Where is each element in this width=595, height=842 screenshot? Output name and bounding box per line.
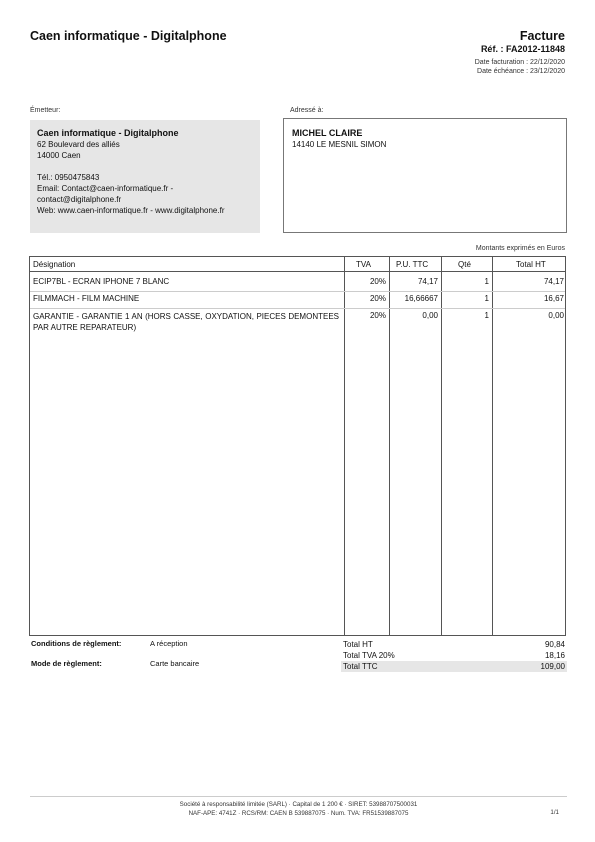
row-tva: 20% <box>369 294 386 303</box>
row-total: 74,17 <box>543 277 564 286</box>
row-quantity: 1 <box>484 277 489 286</box>
row-tva: 20% <box>369 277 386 286</box>
row-unit-price: 16,66667 <box>404 294 438 303</box>
total-tva-label: Total TVA 20% <box>343 651 395 660</box>
recipient-address: 14140 LE MESNIL SIMON <box>292 140 387 149</box>
payment-mode-value: Carte bancaire <box>150 659 200 668</box>
total-ht-row <box>341 639 567 650</box>
header-unit-price: P.U. TTC <box>396 260 429 269</box>
totals-block <box>341 639 567 672</box>
payment-terms-label: Conditions de règlement: <box>31 639 122 648</box>
items-table <box>29 256 566 636</box>
emitter-phone: Tél.: 0950475843 <box>37 173 100 182</box>
total-ttc-value: 109,00 <box>540 662 565 671</box>
row-tva: 20% <box>369 311 386 320</box>
recipient-name: MICHEL CLAIRE <box>292 128 363 138</box>
row-quantity: 1 <box>484 294 489 303</box>
total-ttc-label: Total TTC <box>343 662 378 671</box>
currency-note: Montants exprimés en Euros <box>475 245 565 252</box>
invoice-date: Date facturation : 22/12/2020 <box>474 59 565 66</box>
row-designation: ECIP7BL - ECRAN IPHONE 7 BLANC <box>33 277 170 286</box>
company-name: Caen informatique - Digitalphone <box>30 29 227 43</box>
header-designation: Désignation <box>33 260 76 269</box>
recipient-box <box>283 118 567 233</box>
total-tva-row <box>341 650 567 661</box>
row-total: 16,67 <box>543 294 564 303</box>
emitter-address1: 62 Boulevard des alliés <box>37 140 120 149</box>
emitter-email: Email: Contact@caen-informatique.fr - <box>37 184 174 193</box>
total-ht-value: 90,84 <box>544 640 565 649</box>
emitter-box <box>30 120 260 233</box>
footer-legal <box>30 800 567 818</box>
invoice-reference: Réf. : FA2012-11848 <box>480 44 565 54</box>
total-tva-value: 18,16 <box>544 651 565 660</box>
header-tva: TVA <box>356 260 371 269</box>
page-number: 1/1 <box>550 809 559 816</box>
footer-divider <box>30 796 567 797</box>
header-total: Total HT <box>516 260 546 269</box>
footer-line-1: Société à responsabilité limitée (SARL) · Capital de 1 200 € · SIRET: 53988707500031 <box>179 801 418 808</box>
row-unit-price: 74,17 <box>417 277 438 286</box>
payment-mode-label: Mode de règlement: <box>31 659 102 668</box>
payment-terms-value: A réception <box>150 639 188 648</box>
header-quantity: Qté <box>458 260 471 269</box>
recipient-label: Adressé à: <box>290 107 324 114</box>
row-designation: FILMMACH - FILM MACHINE <box>33 294 140 303</box>
document-title: Facture <box>519 29 565 43</box>
total-ht-label: Total HT <box>343 640 373 649</box>
row-unit-price: 0,00 <box>422 311 438 320</box>
emitter-address2: 14000 Caen <box>37 151 81 160</box>
row-designation: GARANTIE - GARANTIE 1 AN (HORS CASSE, OXYDATION, PIECES DEMONTEES PAR AUTRE REPARATEUR) <box>33 312 339 332</box>
footer-line-2: NAF-APE: 4741Z · RCS/RM: CAEN B 539887075 · Num. TVA: FR51539887075 <box>188 810 409 817</box>
row-total: 0,00 <box>548 311 564 320</box>
invoice-dates <box>475 58 565 76</box>
row-quantity: 1 <box>484 311 489 320</box>
emitter-name: Caen informatique - Digitalphone <box>37 128 179 138</box>
emitter-label: Émetteur: <box>30 107 61 114</box>
due-date: Date échéance : 23/12/2020 <box>477 68 565 75</box>
emitter-email-2: contact@digitalphone.fr <box>37 195 122 204</box>
total-ttc-row <box>341 661 567 672</box>
emitter-web: Web: www.caen-informatique.fr - www.digitalphone.fr <box>37 206 225 215</box>
